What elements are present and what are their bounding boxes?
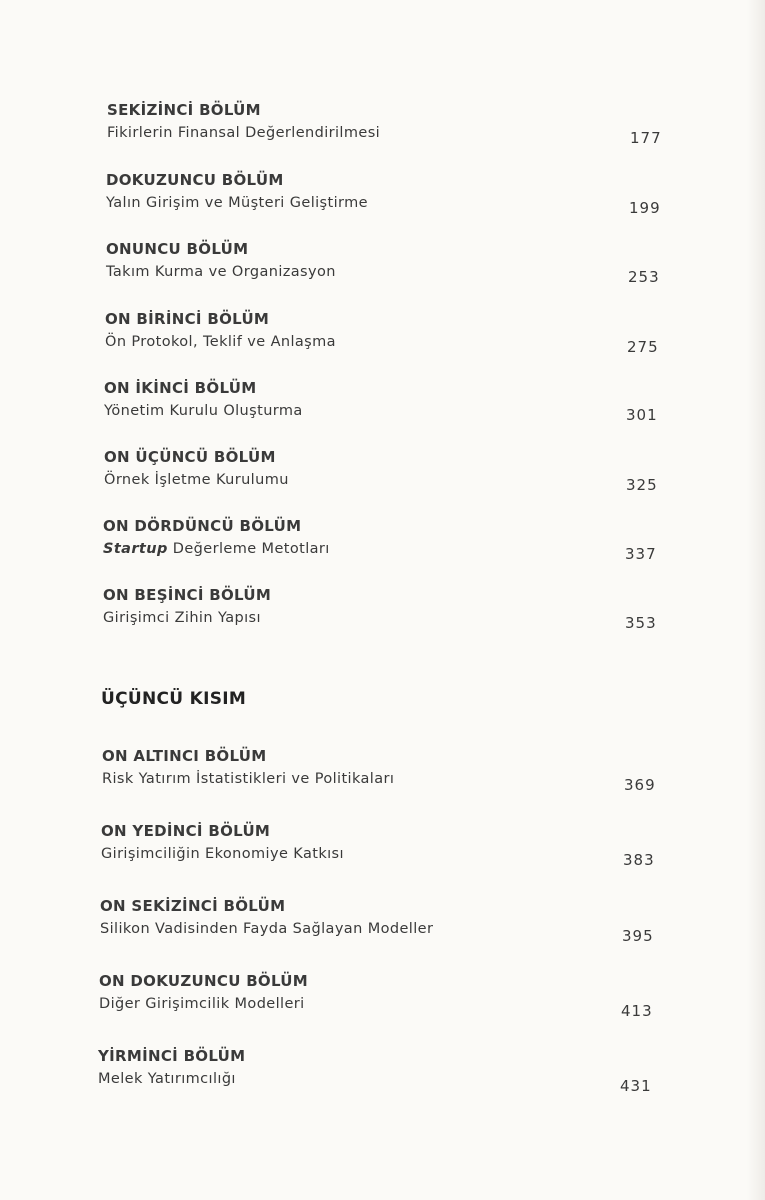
chapter-title-wrapper [103, 541, 330, 557]
toc-entry-chapter-10[interactable] [106, 240, 666, 288]
chapter-heading: ONUNCU BÖLÜM [106, 240, 249, 258]
chapter-page-number: 395 [622, 927, 654, 945]
toc-entry-chapter-19[interactable] [99, 972, 659, 1020]
chapter-heading: ON ÜÇÜNCÜ BÖLÜM [104, 448, 276, 466]
chapter-heading: SEKİZİNCİ BÖLÜM [107, 101, 261, 119]
chapter-page-number: 369 [624, 776, 656, 794]
toc-entry-chapter-16[interactable] [102, 747, 662, 795]
chapter-title: Yönetim Kurulu Oluşturma [104, 403, 303, 419]
chapter-title: Fikirlerin Finansal Değerlendirilmesi [107, 125, 381, 141]
chapter-title: Takım Kurma ve Organizasyon [106, 264, 336, 280]
chapter-title: Yalın Girişim ve Müşteri Geliştirme [106, 195, 368, 211]
chapter-page-number: 431 [620, 1077, 652, 1095]
chapter-heading: ON DOKUZUNCU BÖLÜM [99, 972, 309, 990]
chapter-title: Silikon Vadisinden Fayda Sağlayan Modeller [100, 921, 434, 937]
toc-entry-chapter-18[interactable] [100, 897, 660, 945]
chapter-heading: ON YEDİNCİ BÖLÜM [101, 822, 271, 840]
chapter-page-number: 337 [625, 545, 657, 563]
chapter-page-number: 353 [625, 614, 657, 632]
chapter-heading: YİRMİNCİ BÖLÜM [98, 1047, 246, 1065]
toc-entry-chapter-17[interactable] [101, 822, 661, 870]
chapter-page-number: 275 [627, 338, 659, 356]
chapter-heading: DOKUZUNCU BÖLÜM [106, 171, 284, 189]
chapter-title: Girişimci Zihin Yapısı [103, 610, 261, 626]
chapter-title: Girişimciliğin Ekonomiye Katkısı [101, 846, 344, 862]
chapter-heading: ON BEŞİNCİ BÖLÜM [103, 586, 272, 604]
chapter-title: Ön Protokol, Teklif ve Anlaşma [105, 334, 336, 350]
toc-entry-chapter-14[interactable] [103, 517, 663, 565]
chapter-page-number: 177 [630, 129, 662, 147]
chapter-heading: ON BİRİNCİ BÖLÜM [105, 310, 270, 328]
chapter-heading: ON ALTINCI BÖLÜM [102, 747, 267, 765]
toc-entry-chapter-11[interactable] [105, 310, 665, 358]
chapter-page-number: 199 [629, 199, 661, 217]
chapter-title: Melek Yatırımcılığı [98, 1071, 236, 1087]
chapter-title-emphasis: Startup [103, 541, 168, 557]
chapter-page-number: 325 [626, 476, 658, 494]
toc-entry-chapter-8[interactable] [107, 101, 667, 149]
toc-entry-chapter-15[interactable] [103, 586, 663, 634]
chapter-title: Risk Yatırım İstatistikleri ve Politikaları [102, 771, 395, 787]
chapter-page-number: 253 [628, 268, 660, 286]
toc-entry-chapter-20[interactable] [98, 1047, 658, 1095]
toc-entry-chapter-13[interactable] [104, 448, 664, 496]
part-title: ÜÇÜNCÜ KISIM [101, 689, 247, 709]
chapter-title: Örnek İşletme Kurulumu [104, 472, 289, 488]
chapter-heading: ON SEKİZİNCİ BÖLÜM [100, 897, 286, 915]
chapter-page-number: 383 [623, 851, 655, 869]
chapter-title: Diğer Girişimcilik Modelleri [99, 996, 305, 1012]
toc-entry-chapter-9[interactable] [106, 171, 666, 219]
chapter-heading: ON DÖRDÜNCÜ BÖLÜM [103, 517, 302, 535]
chapter-heading: ON İKİNCİ BÖLÜM [104, 379, 257, 397]
chapter-page-number: 301 [626, 406, 658, 424]
toc-entry-chapter-12[interactable] [104, 379, 664, 427]
chapter-title: Değerleme Metotları [172, 541, 330, 557]
chapter-page-number: 413 [621, 1002, 653, 1020]
